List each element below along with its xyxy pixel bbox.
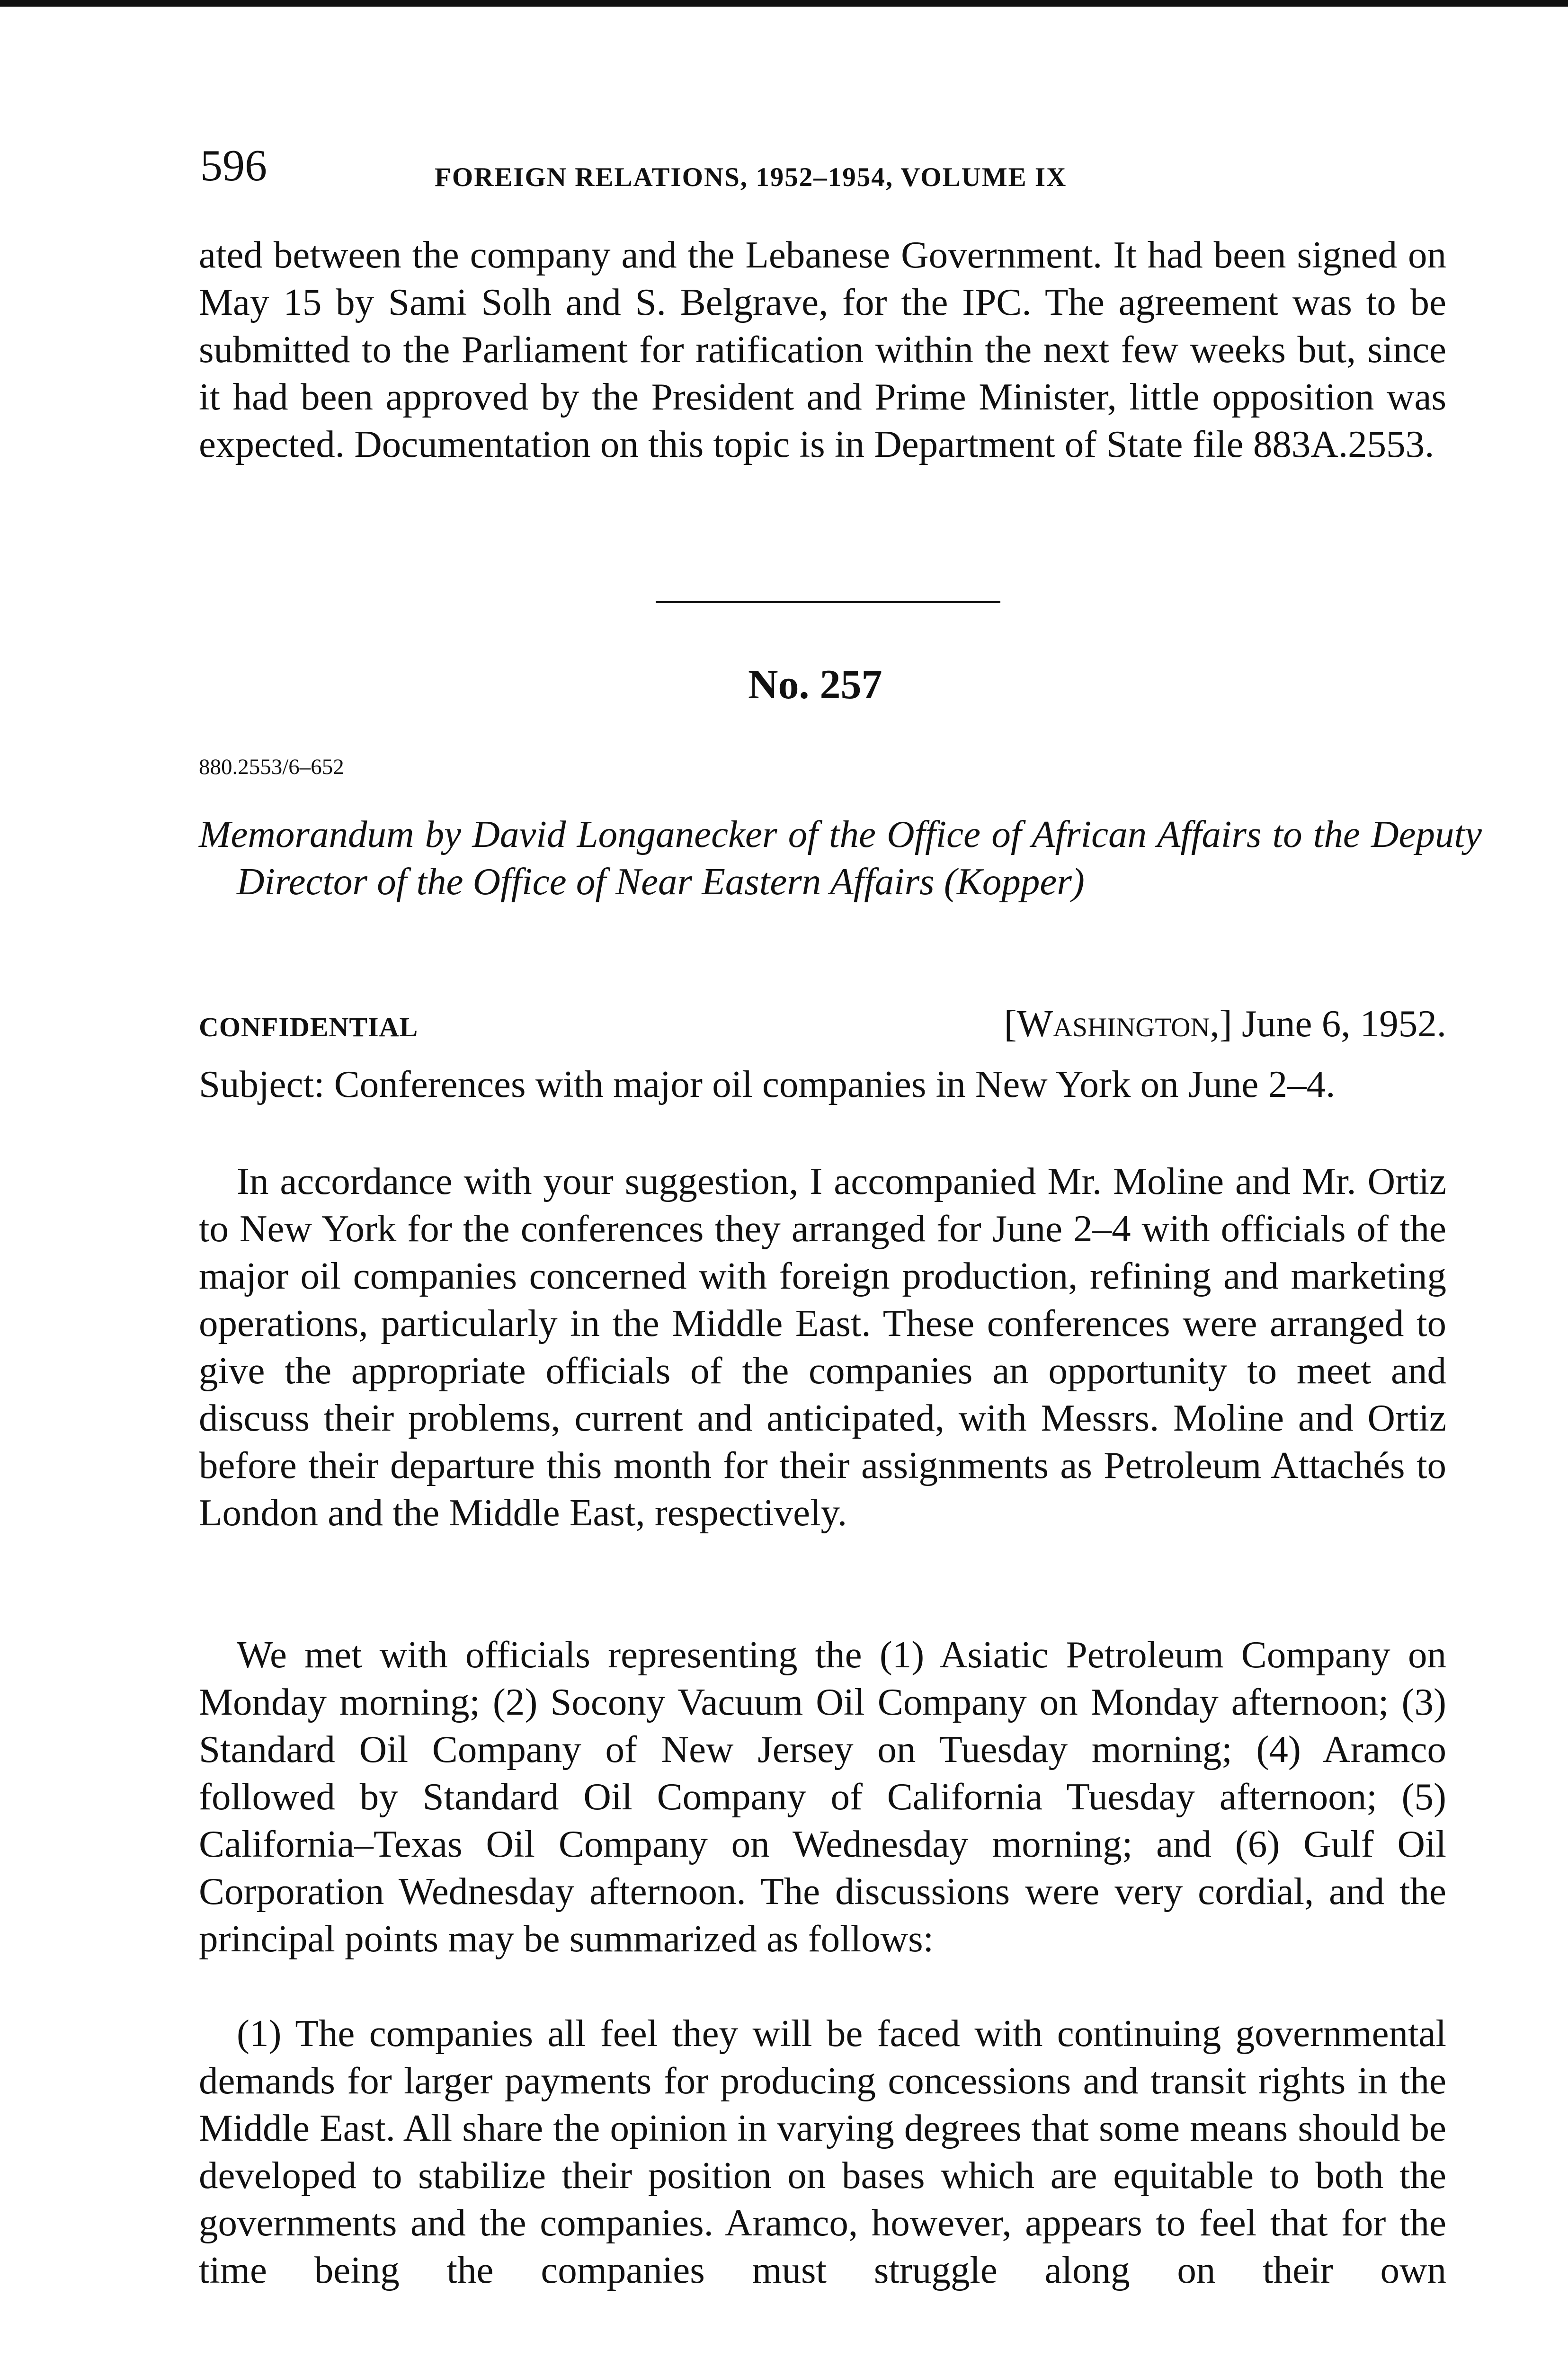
place-date-line <box>1004 1000 1446 1047</box>
place-name: Washington <box>1016 1002 1210 1045</box>
document-date: ,] June 6, 1952. <box>1210 1002 1446 1045</box>
body-paragraph-1: In accordance with your suggestion, I accompanied Mr. Moline and Mr. Ortiz to New York for the conferences they arranged for June 2–4 with officials of the major oil companies concerned with foreign production, refining and marketing operations, particularly in the Middle East. These conferences were arranged to give the appropriate officials of the companies an opportunity to meet and discuss their problems, current and anticipated, with Messrs. Moline and Ortiz before their departure this month for their assignments as Petroleum Attachés to London and the Middle East, respectively. <box>199 1160 1446 1534</box>
document-title: Memorandum by David Longanecker of the Office of African Affairs to the Deputy Director of the Office of Near Eastern Affairs (Kopper) <box>199 813 1482 903</box>
continued-paragraph: ated between the company and the Lebanese Government. It had been signed on May 15 by Sami Solh and S. Belgrave, for the IPC. The agreement was to be submitted to the Parliament for ratification within the next few weeks but, since it had been approved by the President and Prime Minister, little opposition was expected. Documentation on this topic is in Department of State file 883A.2553. <box>199 233 1446 465</box>
subject-line: Subject: Conferences with major oil companies in New York on June 2–4. <box>199 1063 1336 1105</box>
classification-label: CONFIDENTIAL <box>199 1012 419 1042</box>
section-divider <box>656 601 1000 603</box>
page-number: 596 <box>200 141 267 190</box>
body-paragraph-3: (1) The companies all feel they will be faced with continuing governmental demands for larger payments for producing concessions and transit rights in the Middle East. All share the opinion in varying degrees that some means should be developed to stabilize their position on bases which are equitable to both the governments and the companies. Aramco, however, appears to feel that for the time being the companies must struggle along on their own <box>199 2012 1446 2291</box>
place-open-bracket: [ <box>1004 1002 1017 1045</box>
running-head: FOREIGN RELATIONS, 1952–1954, VOLUME IX <box>435 162 1067 192</box>
body-paragraph-2: We met with officials representing the (1) Asiatic Petroleum Company on Monday morning; (2) Socony Vacuum Oil Company on Monday afternoon; (3) Standard Oil Company of New Jersey on Tuesday morning; (4) Aramco followed by Standard Oil Company of California Tuesday afternoon; (5) California–Texas Oil Company on Wednesday morning; and (6) Gulf Oil Corporation Wednesday afternoon. The discussions were very cordial, and the principal points may be summarized as follows: <box>199 1633 1446 1960</box>
file-number: 880.2553/6–652 <box>199 755 344 779</box>
document-number: No. 257 <box>748 662 882 708</box>
